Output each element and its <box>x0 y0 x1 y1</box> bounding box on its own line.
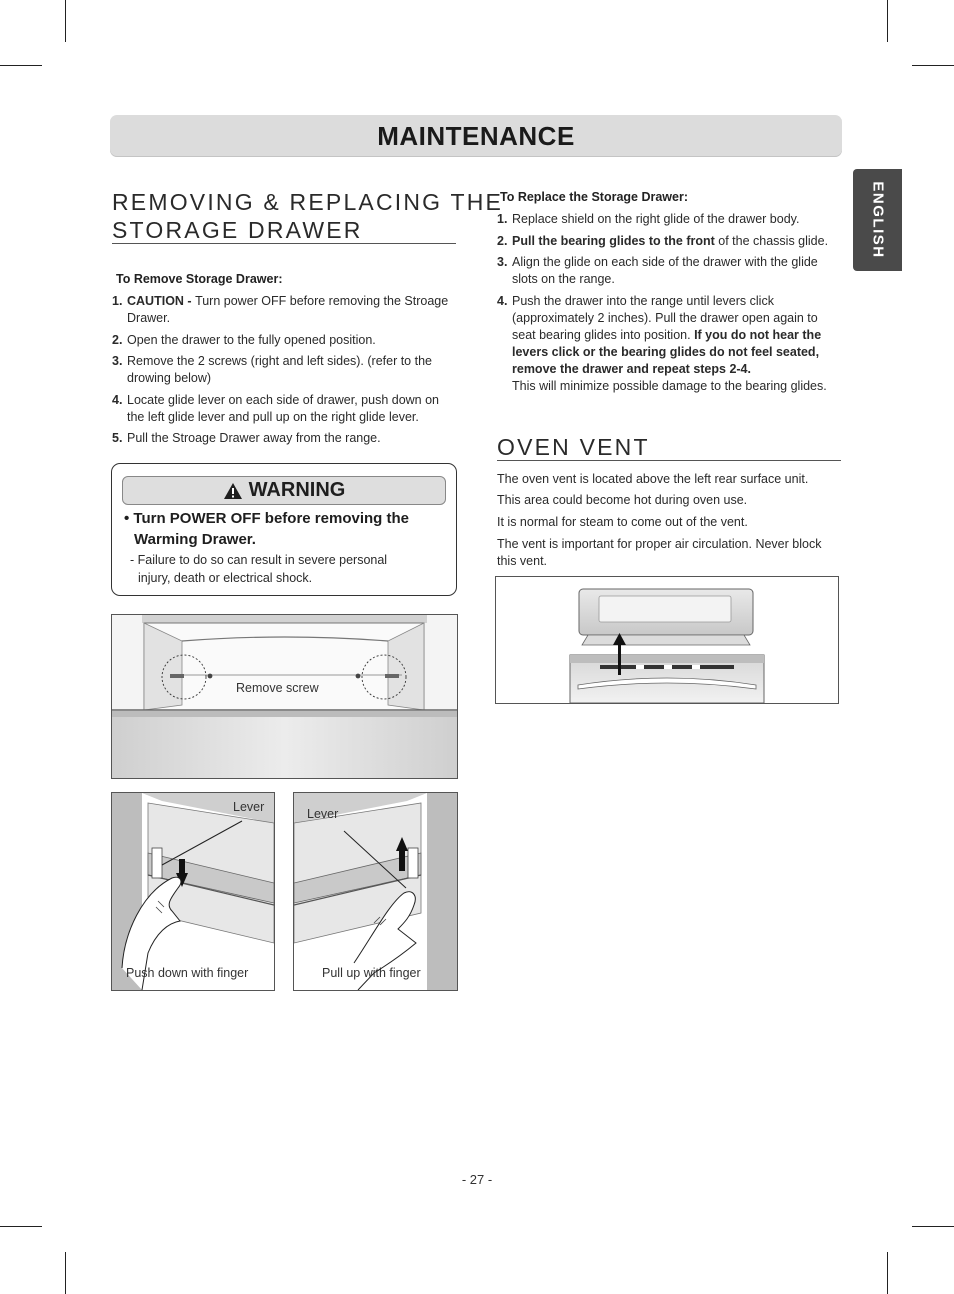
step-number: 3. <box>497 255 508 269</box>
step-text: Align the glide on each side of the drawer with the glide slots on the range. <box>512 255 818 286</box>
language-tab-label: ENGLISH <box>869 181 886 259</box>
list-item <box>497 211 842 228</box>
pull-up-illustration <box>294 793 457 990</box>
list-item <box>112 293 458 327</box>
oven-vent-paragraph: The vent is important for proper air circulation. Never block this vent. <box>497 537 822 568</box>
lever-label: Lever <box>233 800 265 814</box>
warning-box <box>111 463 457 596</box>
step-text: Push the drawer into the range until levers click (approximately 2 inches). Pull the drawer open again to seat bearing glides into position. <box>512 293 818 342</box>
list-item <box>112 332 458 349</box>
pull-up-figure <box>293 792 458 991</box>
replace-heading: To Replace the Storage Drawer: <box>500 190 689 204</box>
oven-vent-paragraph: The oven vent is located above the left rear surface unit. <box>497 472 809 486</box>
step-number: 1. <box>497 212 508 226</box>
pull-up-caption: Pull up with finger <box>322 966 421 980</box>
push-down-caption: Push down with finger <box>126 966 249 980</box>
warning-triangle-icon <box>223 482 243 500</box>
step-text: Pull the Stroage Drawer away from the range. <box>127 431 381 445</box>
section-rule <box>497 460 841 461</box>
language-tab <box>853 169 902 271</box>
step-number: 2. <box>112 332 123 347</box>
warning-main-line: Warming Drawer. <box>134 531 256 548</box>
crop-mark <box>887 1252 888 1294</box>
list-item <box>497 233 842 250</box>
step-number: 3. <box>112 354 123 368</box>
list-item <box>112 430 458 447</box>
section-rule <box>112 243 456 244</box>
crop-mark <box>912 1226 954 1227</box>
step-text: Turn power OFF before removing the Stroage Drawer. <box>127 294 449 325</box>
list-item <box>112 392 458 426</box>
step-number: 1. <box>112 294 123 308</box>
step-text: of the chassis glide. <box>714 233 829 248</box>
warning-header <box>122 476 446 505</box>
step-bold: Pull the bearing glides to the front <box>512 233 715 248</box>
step-number: 5. <box>112 431 123 445</box>
remove-steps-list <box>112 293 458 452</box>
step-bold: CAUTION - <box>127 294 196 308</box>
crop-mark <box>0 1226 42 1227</box>
step-text: Locate glide lever on each side of drawer, push down on the left glide lever and pull up on the right glide lever. <box>127 392 440 424</box>
section-title-line: STORAGE DRAWER <box>112 217 363 243</box>
step-text: This will minimize possible damage to the bearing glides. <box>512 378 827 393</box>
section-title-line: REMOVING & REPLACING THE <box>112 189 504 215</box>
step-bold: If you do not hear the levers click or the bearing glides do not feel seated, remove the drawer and repeat steps 2-4. <box>512 327 822 376</box>
remove-screw-label: Remove screw <box>236 681 319 695</box>
oven-vent-paragraph: It is normal for steam to come out of the vent. <box>497 515 748 529</box>
drawer-screw-figure <box>111 614 458 779</box>
lever-label: Lever <box>307 807 339 821</box>
page-number: - 27 - <box>461 1172 493 1187</box>
oven-vent-paragraph: This area could become hot during oven use. <box>497 493 748 507</box>
step-text: Remove the 2 screws (right and left sides). (refer to the drowing below) <box>127 354 432 385</box>
step-number: 4. <box>112 392 123 407</box>
warning-sub-line: injury, death or electrical shock. <box>138 571 313 585</box>
warning-sub-line: - Failure to do so can result in severe personal <box>130 553 388 567</box>
warning-main-text <box>124 508 444 550</box>
section-title-removing <box>112 188 503 244</box>
step-text: Open the drawer to the fully opened position. <box>127 332 376 347</box>
crop-mark <box>0 65 42 66</box>
crop-mark <box>887 0 888 42</box>
warning-main-line: • Turn POWER OFF before removing the <box>124 510 409 527</box>
oven-vent-figure <box>495 576 839 704</box>
replace-steps-list <box>497 211 842 399</box>
list-item <box>112 353 458 387</box>
step-text: Replace shield on the right glide of the drawer body. <box>512 212 800 226</box>
crop-mark <box>912 65 954 66</box>
step-number: 2. <box>497 233 508 248</box>
section-title-oven-vent: OVEN VENT <box>497 434 650 460</box>
push-down-figure <box>111 792 275 991</box>
remove-heading: To Remove Storage Drawer: <box>116 272 283 286</box>
step-number: 4. <box>497 293 508 308</box>
list-item <box>497 254 842 288</box>
push-down-illustration <box>112 793 274 990</box>
warning-label: WARNING <box>248 479 346 501</box>
page-title: MAINTENANCE <box>377 120 575 151</box>
page-title-banner <box>110 115 842 157</box>
warning-sub-text <box>130 551 440 587</box>
oven-vent-illustration <box>496 577 838 703</box>
list-item <box>497 293 842 395</box>
drawer-screw-illustration <box>112 615 457 778</box>
crop-mark <box>65 1252 66 1294</box>
crop-mark <box>65 0 66 42</box>
